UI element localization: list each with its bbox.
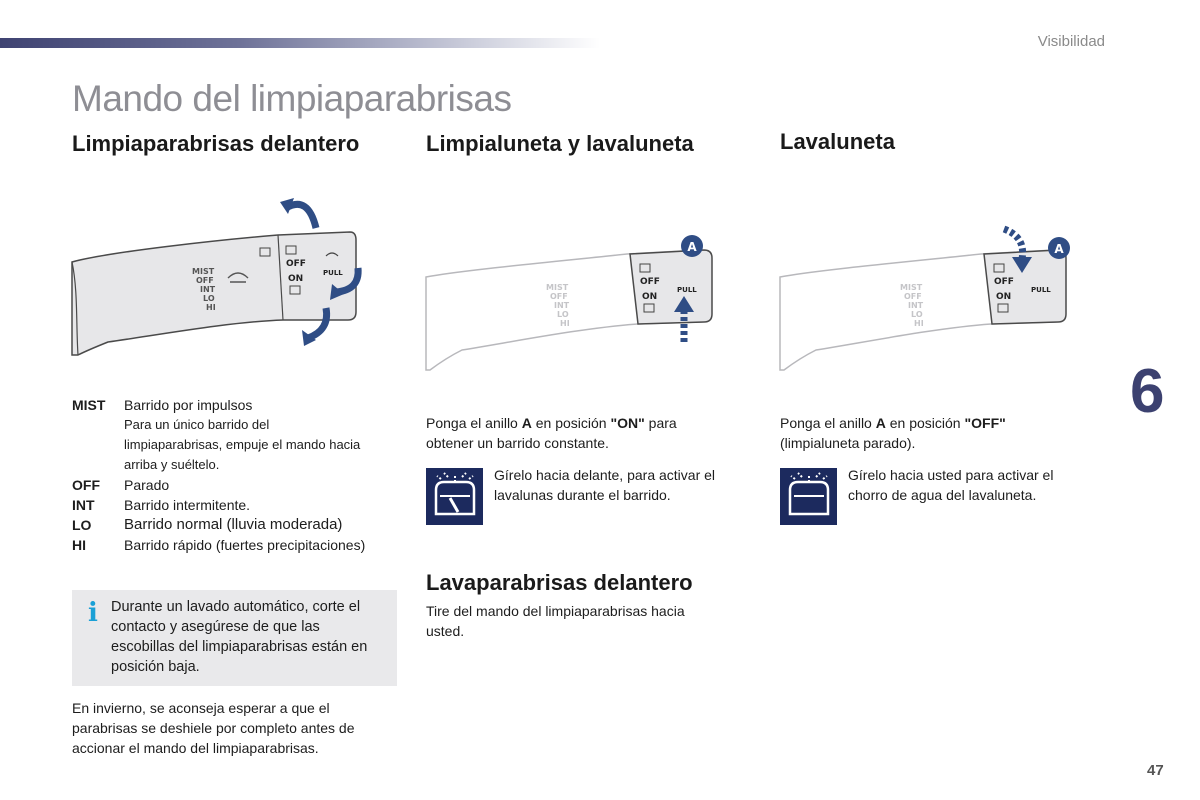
rear-washer-forward-text: Gírelo hacia delante, para activar el lavalunas durante el barrido. <box>494 467 716 503</box>
section-title: Visibilidad <box>1037 33 1105 50</box>
label-off: OFF <box>550 292 568 301</box>
info-icon: i <box>88 598 98 628</box>
mode-key: OFF <box>72 477 100 493</box>
heading-front-wiper: Limpiaparabrisas delantero <box>72 131 360 156</box>
label-hi: HI <box>206 303 216 312</box>
wiper-modes-list <box>72 395 402 555</box>
winter-note: En invierno, se aconseja esperar a que el parabrisas se deshiele por completo antes de accionar el mando del limpiaparabrisas. <box>72 700 355 756</box>
mode-row-off <box>72 475 402 495</box>
label-pull: PULL <box>677 286 697 294</box>
mode-desc: Barrido rápido (fuertes precipitaciones) <box>124 537 366 553</box>
mode-row-lo <box>72 515 402 535</box>
rear-washer-stalk-illustration <box>776 225 1076 375</box>
page-title: Mando del limpiaparabrisas <box>72 78 512 119</box>
label-on-ring: ON <box>642 292 658 302</box>
mode-key: HI <box>72 537 86 553</box>
mode-desc: Parado <box>124 477 170 493</box>
mist-sub-line: Para un único barrido del <box>124 417 270 432</box>
mist-sub-line: arriba y suéltelo. <box>124 457 220 472</box>
label-on-ring: ON <box>996 292 1012 302</box>
mode-key: LO <box>72 517 92 533</box>
label-lo: LO <box>203 294 215 303</box>
info-text: Durante un lavado automático, corte el contacto y asegúrese de que las escobillas del limpiaparabrisas están en posición baja. <box>111 599 368 675</box>
chapter-number: 6 <box>1130 357 1165 426</box>
label-off-ring: OFF <box>286 259 306 269</box>
label-mist: MIST <box>900 283 923 292</box>
label-int: INT <box>200 285 216 294</box>
rear-wiper-stalk-illustration <box>422 232 722 382</box>
rear-washer-icon <box>426 468 483 525</box>
mode-desc: Barrido intermitente. <box>124 497 251 513</box>
label-int: INT <box>554 301 570 310</box>
mode-key: MIST <box>72 397 106 413</box>
mode-key: INT <box>72 497 95 513</box>
label-mist: MIST <box>546 283 569 292</box>
label-off-ring: OFF <box>994 277 1014 287</box>
label-off: OFF <box>196 276 214 285</box>
mode-row-int <box>72 495 402 515</box>
header-accent-bar <box>0 38 600 48</box>
wiper-stalk-illustration <box>68 190 368 360</box>
label-mist: MIST <box>192 267 215 276</box>
label-pull: PULL <box>323 269 343 277</box>
label-hi: HI <box>560 319 570 328</box>
rear-washer-instruction: Ponga el anillo A en posición "OFF" (limpialuneta parado). <box>780 415 1006 451</box>
mode-desc: Barrido normal (lluvia moderada) <box>124 516 343 533</box>
label-int: INT <box>908 301 924 310</box>
label-lo: LO <box>557 310 569 319</box>
label-hi: HI <box>914 319 924 328</box>
label-on-ring: ON <box>288 274 304 284</box>
rear-washer-icon <box>780 468 837 525</box>
mode-row-mist <box>72 395 402 415</box>
mode-row-hi <box>72 535 402 555</box>
front-washer-text: Tire del mando del limpiaparabrisas hacia usted. <box>426 603 685 639</box>
ring-a-label: A <box>1054 242 1064 256</box>
label-pull: PULL <box>1031 286 1051 294</box>
label-lo: LO <box>911 310 923 319</box>
ring-a-label: A <box>687 240 697 254</box>
label-off-ring: OFF <box>640 277 660 287</box>
rear-washer-backward-text: Gírelo hacia usted para activar el chorro de agua del lavaluneta. <box>848 467 1054 503</box>
heading-rear-wiper: Limpialuneta y lavaluneta <box>426 131 694 156</box>
mode-desc: Barrido por impulsos <box>124 397 253 413</box>
page-number: 47 <box>1147 762 1164 779</box>
info-box <box>72 590 397 686</box>
rear-wiper-instruction: Ponga el anillo A en posición "ON" para obtener un barrido constante. <box>426 415 677 451</box>
heading-rear-washer: Lavaluneta <box>780 129 895 154</box>
label-off: OFF <box>904 292 922 301</box>
mist-sub-line: limpiaparabrisas, empuje el mando hacia <box>124 437 361 452</box>
heading-front-washer: Lavaparabrisas delantero <box>426 570 693 595</box>
